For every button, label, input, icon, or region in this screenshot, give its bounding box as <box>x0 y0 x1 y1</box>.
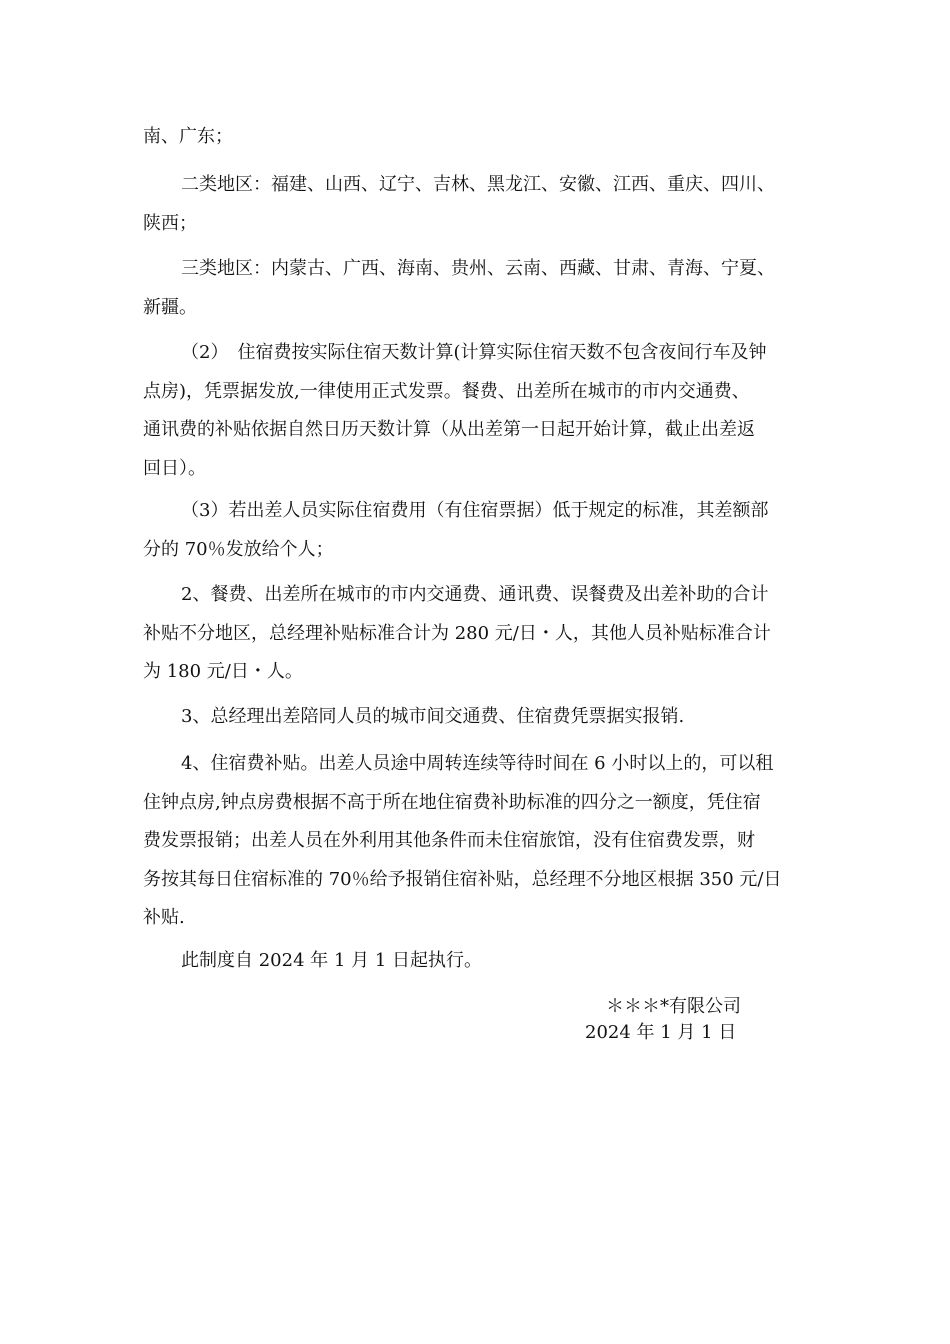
text-line: 4、住宿费补贴。出差人员途中周转连续等待时间在 6 小时以上的，可以租 <box>181 753 774 774</box>
paragraph-lodging-subsidy <box>143 745 813 938</box>
text-line: 通讯费的补贴依据自然日历天数计算（从出差第一日起开始计算，截止出差返 <box>143 419 755 440</box>
text-line: 费发票报销；出差人员在外利用其他条件而未住宿旅馆，没有住宿费发票，财 <box>143 830 755 851</box>
paragraph-lodging-difference <box>143 492 813 569</box>
text-line: 补贴. <box>143 907 185 928</box>
paragraph-meal-transport-subsidy <box>143 576 813 692</box>
paragraph-accompanying-staff <box>143 698 813 737</box>
text-line: 三类地区：内蒙古、广西、海南、贵州、云南、西藏、甘肃、青海、宁夏、 <box>181 258 775 279</box>
text-line: 点房)，凭票据发放,一律使用正式发票。餐费、出差所在城市的市内交通费、 <box>143 380 750 402</box>
paragraph-effective-date <box>143 942 813 981</box>
text-line: 二类地区：福建、山西、辽宁、吉林、黑龙江、安徽、江西、重庆、四川、 <box>181 174 775 195</box>
text-line: （2） 住宿费按实际住宿天数计算(计算实际住宿天数不包含夜间行车及钟 <box>181 342 767 363</box>
text-line: 此制度自 2024 年 1 月 1 日起执行。 <box>181 950 483 971</box>
text-line: 2、餐费、出差所在城市的市内交通费、通讯费、误餐费及出差补助的合计 <box>181 584 769 605</box>
signature-company: ＊＊＊*有限公司 <box>606 996 741 1017</box>
paragraph-region-two <box>143 166 813 243</box>
text-line: 南、广东； <box>143 126 233 147</box>
text-line: 新疆。 <box>143 296 197 318</box>
text-line: 补贴不分地区，总经理补贴标准合计为 280 元/日・人，其他人员补贴标准合计 <box>143 622 771 644</box>
text-line: 回日）。 <box>143 457 206 479</box>
paragraph-region-list-end <box>143 118 813 157</box>
paragraph-region-three <box>143 250 813 327</box>
text-line: （3）若出差人员实际住宿费用（有住宿票据）低于规定的标准，其差额部 <box>181 500 769 521</box>
text-line: 务按其每日住宿标准的 70％给予报销住宿补贴，总经理不分地区根据 350 元/日 <box>143 868 782 890</box>
text-line: 陕西； <box>143 212 197 234</box>
text-line: 住钟点房,钟点房费根据不高于所在地住宿费补助标准的四分之一额度，凭住宿 <box>143 791 761 813</box>
text-line: 3、总经理出差陪同人员的城市间交通费、住宿费凭票据实报销. <box>181 706 685 727</box>
text-line: 为 180 元/日・人。 <box>143 661 303 682</box>
signature-date: 2024 年 1 月 1 日 <box>585 1022 737 1043</box>
paragraph-lodging-calculation <box>143 334 813 488</box>
text-line: 分的 70％发放给个人； <box>143 538 334 560</box>
